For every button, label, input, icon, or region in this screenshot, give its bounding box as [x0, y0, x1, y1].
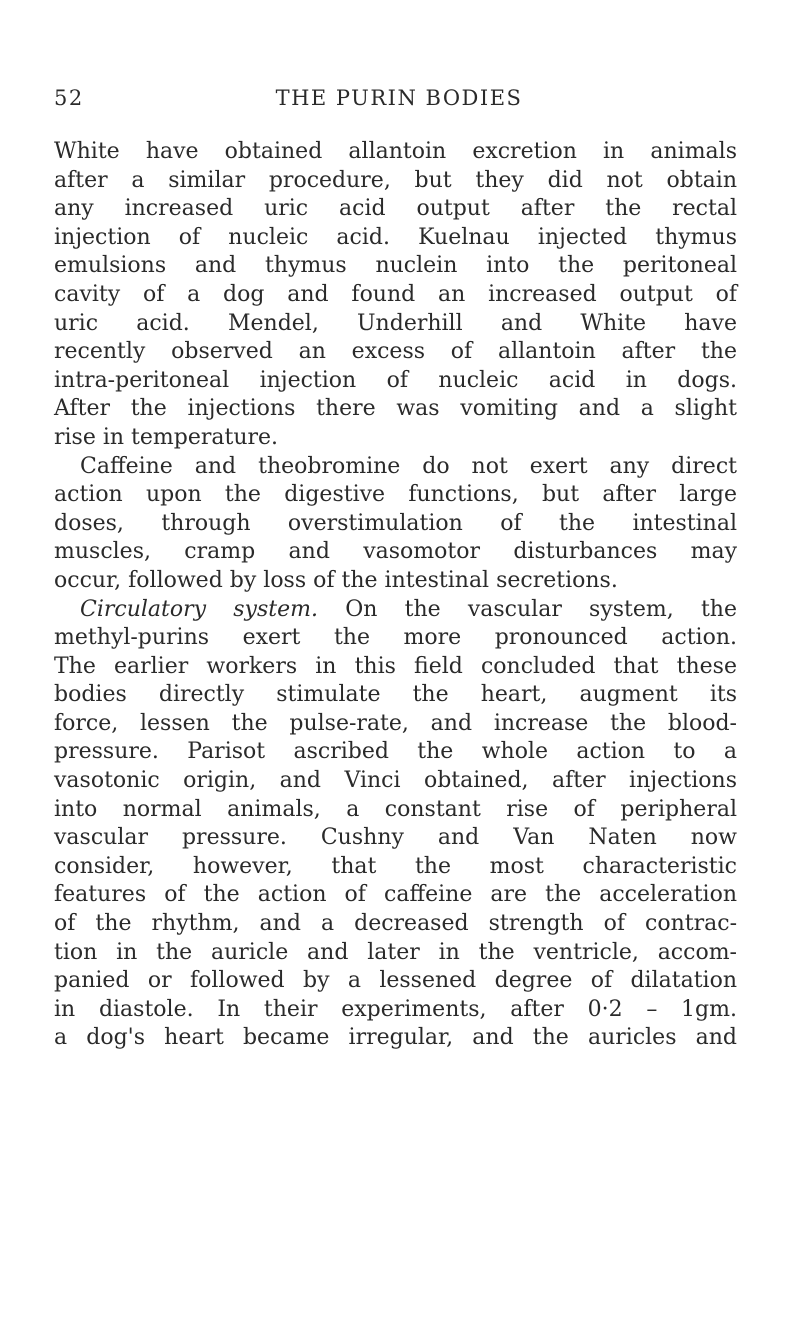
text-line: any increased uric acid output after the rectal [54, 196, 737, 222]
text-line: intra-peritoneal injection of nucleic acid in dogs. [54, 367, 737, 393]
body-text [54, 138, 737, 1053]
text-line: bodies directly stimulate the heart, augment its [54, 682, 737, 708]
text-line: cavity of a dog and found an increased output of [54, 281, 737, 307]
text-line: vasotonic origin, and Vinci obtained, after injections [54, 768, 737, 794]
text-line: recently observed an excess of allantoin after the [54, 339, 737, 365]
paragraph-end-line: occur, followed by loss of the intestinal secretions. [54, 567, 618, 593]
text-line: of the rhythm, and a decreased strength of contrac- [54, 911, 737, 937]
section-heading: Circulatory system. [80, 596, 318, 622]
text-line: The earlier workers in this field concluded that these [54, 653, 737, 679]
text-line: tion in the auricle and later in the ventricle, accom- [54, 939, 737, 965]
text-line: pressure. Parisot ascribed the whole action to a [54, 739, 737, 765]
text-line: methyl-purins exert the more pronounced action. [54, 625, 737, 651]
text-line: in diastole. In their experiments, after 0·2 – 1gm. [54, 996, 737, 1022]
paragraph-start-line: Caffeine and theobromine do not exert any direct [80, 453, 737, 479]
text-line: into normal animals, a constant rise of peripheral [54, 796, 737, 822]
section-line-text: On the vascular system, the [345, 596, 737, 622]
text-line: panied or followed by a lessened degree of dilatation [54, 968, 737, 994]
text-line: consider, however, that the most characteristic [54, 853, 737, 879]
text-line: vascular pressure. Cushny and Van Naten now [54, 825, 737, 851]
text-line: uric acid. Mendel, Underhill and White have [54, 310, 737, 336]
page-number: 52 [54, 86, 84, 110]
text-line: action upon the digestive functions, but after large [54, 482, 737, 508]
text-line: After the injections there was vomiting and a slight [54, 396, 737, 422]
running-head [54, 86, 734, 116]
paragraph-end-line: rise in temperature. [54, 424, 279, 450]
text-line: emulsions and thymus nuclein into the peritoneal [54, 253, 737, 279]
running-title: THE PURIN BODIES [275, 86, 523, 110]
text-line: force, lessen the pulse-rate, and increase the blood- [54, 710, 737, 736]
text-line: injection of nucleic acid. Kuelnau injected thymus [54, 224, 737, 250]
section-start-line [54, 596, 737, 625]
text-line: features of the action of caffeine are the acceleration [54, 882, 737, 908]
text-line: muscles, cramp and vasomotor disturbances may [54, 539, 737, 565]
text-line: White have obtained allantoin excretion in animals [54, 139, 737, 164]
text-line: after a similar procedure, but they did not obtain [54, 167, 737, 193]
text-line: a dog's heart became irregular, and the auricles and [54, 1025, 737, 1051]
text-line: doses, through overstimulation of the intestinal [54, 510, 737, 536]
